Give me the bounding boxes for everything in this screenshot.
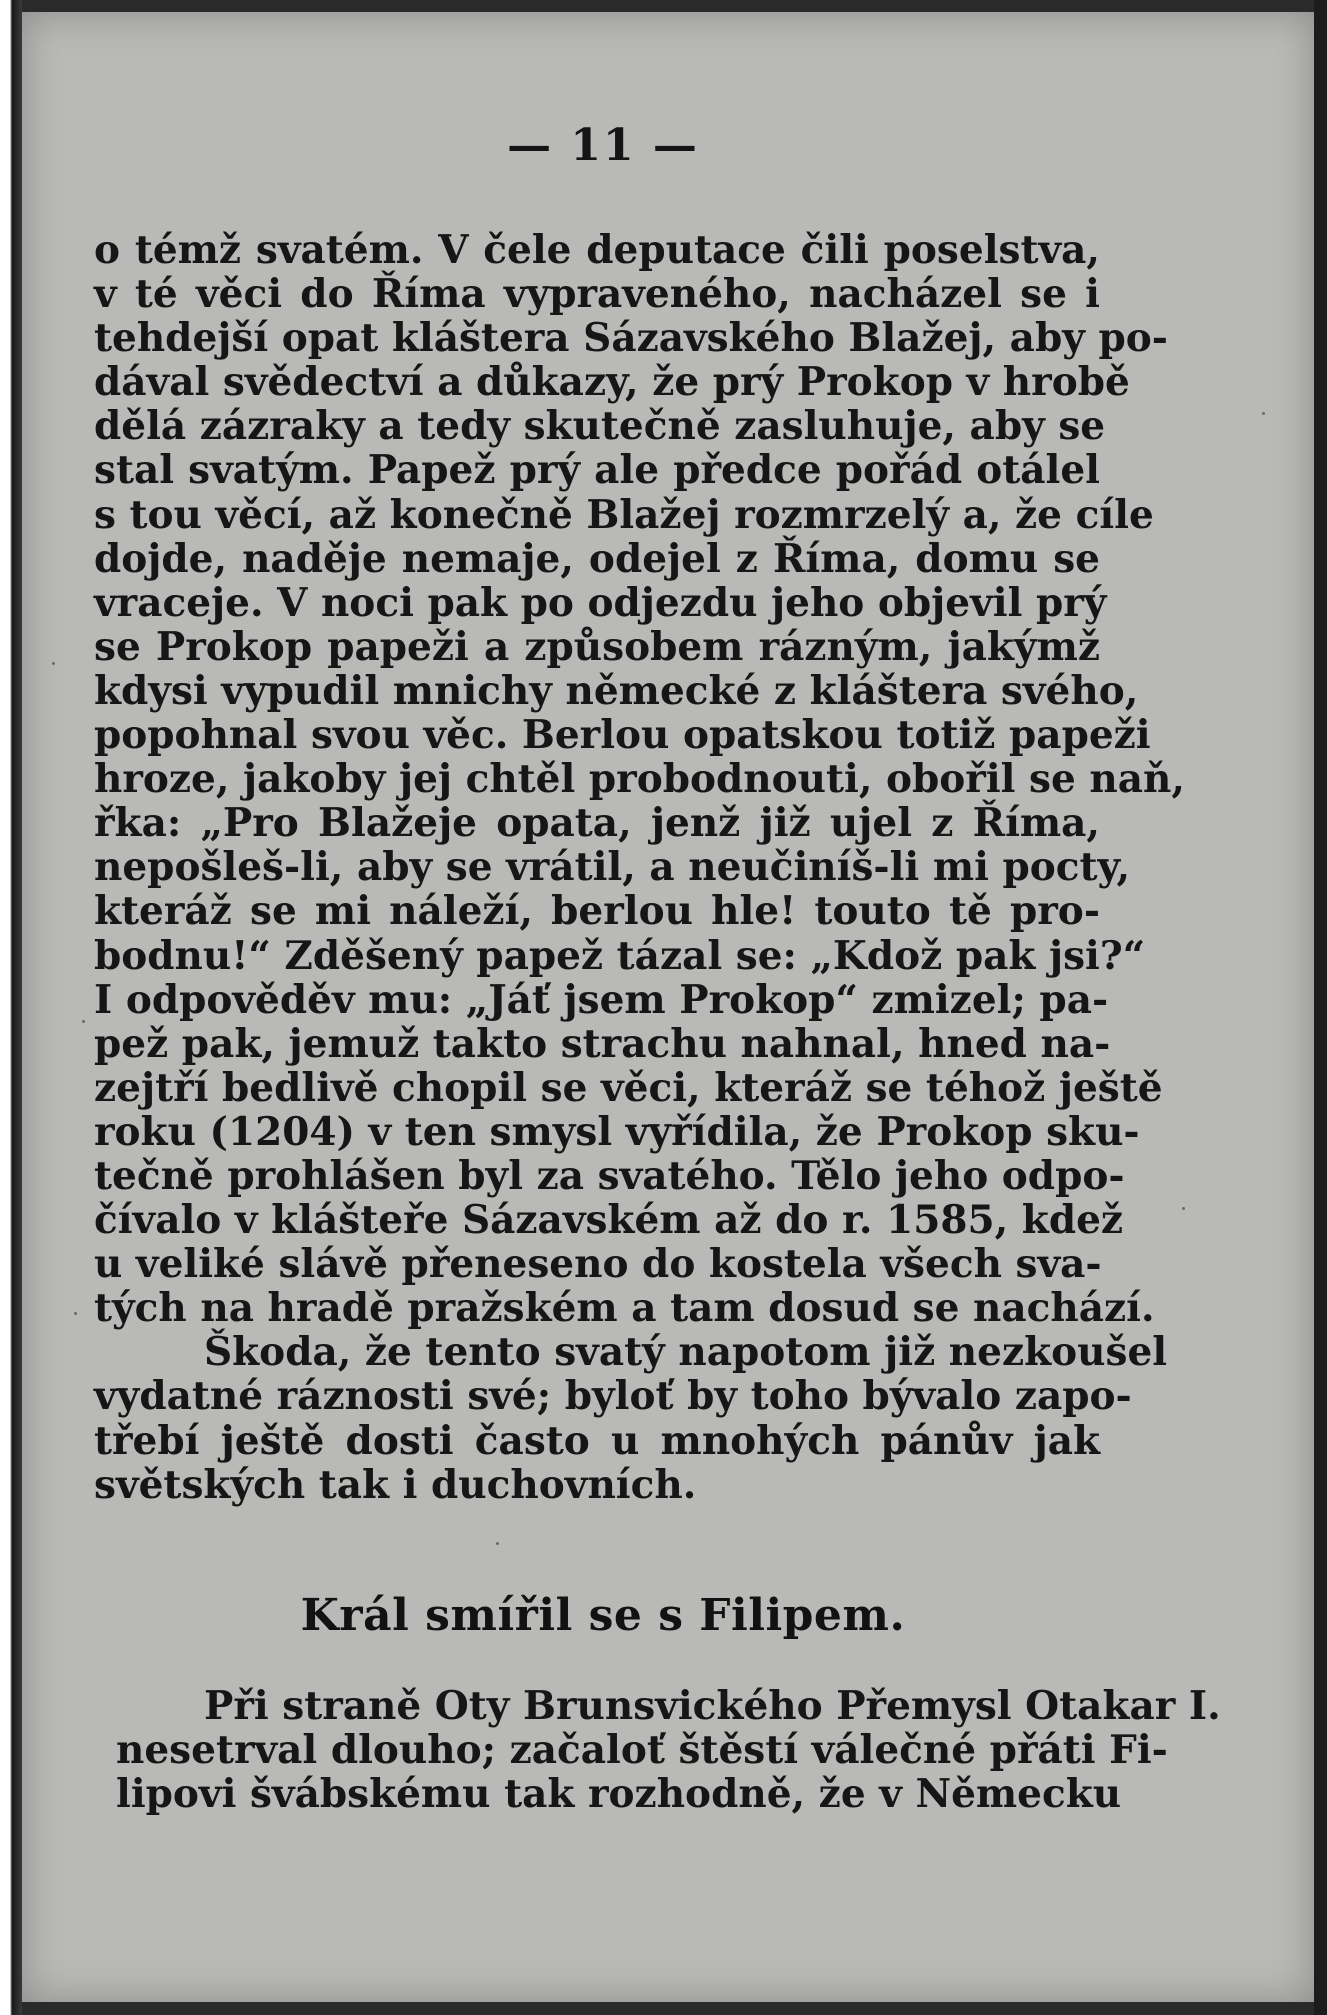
text-line: kdysi vypudil mnichy německé z kláštera svého, — [94, 667, 1139, 714]
text-line: stal svatým. Papež prý ale předce pořád otálel — [94, 447, 1100, 494]
book-spine-edge — [0, 0, 22, 2015]
text-line: nepošleš-li, aby se vrátil, a neučiníš-li mi pocty, — [94, 844, 1131, 891]
text-line: pež pak, jemuž takto strachu nahnal, hned na- — [94, 1020, 1111, 1067]
text-line: popohnal svou věc. Berlou opatskou totiž papeži — [94, 712, 1151, 759]
text-line: v té věci do Říma vypraveného, nacházel se i — [94, 271, 1100, 318]
scan-border — [1314, 0, 1327, 2015]
section-heading: Král smířil se s Filipem. — [300, 1590, 906, 1641]
text-line: dělá zázraky a tedy skutečně zasluhuje, aby se — [94, 403, 1106, 450]
text-line: lipovi švábskému tak rozhodně, že v Německu — [116, 1771, 1122, 1818]
text-line: dojde, naděje nemaje, odejel z Říma, domu se — [94, 535, 1100, 582]
paper-speck — [52, 662, 55, 665]
text-line: tehdejší opat kláštera Sázavského Blažej, aby po- — [94, 315, 1168, 362]
paragraph-start-line: Škoda, že tento svatý napotom již nezkoušel — [204, 1329, 1168, 1376]
text-line: bodnu!“ Zděšený papež tázal se: „Kdož pak jsi?“ — [94, 932, 1146, 979]
text-line: se Prokop papeži a způsobem rázným, jakýmž — [94, 623, 1100, 670]
text-line: tečně prohlášen byl za svatého. Tělo jeho odpo- — [94, 1152, 1125, 1199]
text-line: čívalo v klášteře Sázavském až do r. 1585, kdež — [94, 1197, 1124, 1244]
paper-speck — [1182, 1207, 1185, 1210]
text-line: tých na hradě pražském a tam dosud se nachází. — [94, 1285, 1155, 1332]
paper-speck — [74, 1312, 77, 1315]
text-line: kteráž se mi náleží, berlou hle! touto tě pro- — [94, 888, 1100, 935]
paper-speck — [496, 1542, 499, 1545]
paper-speck — [1262, 412, 1265, 415]
paper-speck — [82, 1020, 85, 1023]
body-text — [94, 227, 1185, 1508]
text-line: hroze, jakoby jej chtěl probodnouti, obořil se naň, — [94, 756, 1185, 803]
text-line: zejtří bedlivě chopil se věci, kteráž se téhož ještě — [94, 1064, 1163, 1111]
text-line: s tou věcí, až konečně Blažej rozmrzelý a, že cíle — [94, 491, 1154, 538]
text-line: o témž svatém. V čele deputace čili poselstva, — [94, 227, 1100, 273]
text-line: roku (1204) v ten smysl vyřídila, že Prokop sku- — [94, 1108, 1140, 1155]
text-line: vydatné ráznosti své; byloť by toho bývalo zapo- — [94, 1373, 1132, 1420]
text-line: řka: „Pro Blažeje opata, jenž již ujel z Říma, — [94, 800, 1100, 847]
page-number: — 11 — — [507, 120, 699, 171]
text-line: vraceje. V noci pak po odjezdu jeho objevil prý — [94, 579, 1107, 626]
paragraph-start-line: Při straně Oty Brunsvického Přemysl Otakar I. — [204, 1683, 1221, 1729]
text-line: světských tak i duchovních. — [94, 1461, 697, 1508]
text-line: dával svědectví a důkazy, že prý Prokop v hrobě — [94, 359, 1130, 406]
text-line: třebí ještě dosti často u mnohých pánův jak — [94, 1417, 1100, 1464]
text-line: u veliké slávě přeneseno do kostela všech sva- — [94, 1241, 1102, 1288]
section-body-text — [116, 1683, 1221, 1818]
text-line: I odpověděv mu: „Jáť jsem Prokop“ zmizel; pa- — [94, 976, 1109, 1023]
text-line: nesetrval dlouho; začaloť štěstí válečné přáti Fi- — [116, 1727, 1168, 1774]
